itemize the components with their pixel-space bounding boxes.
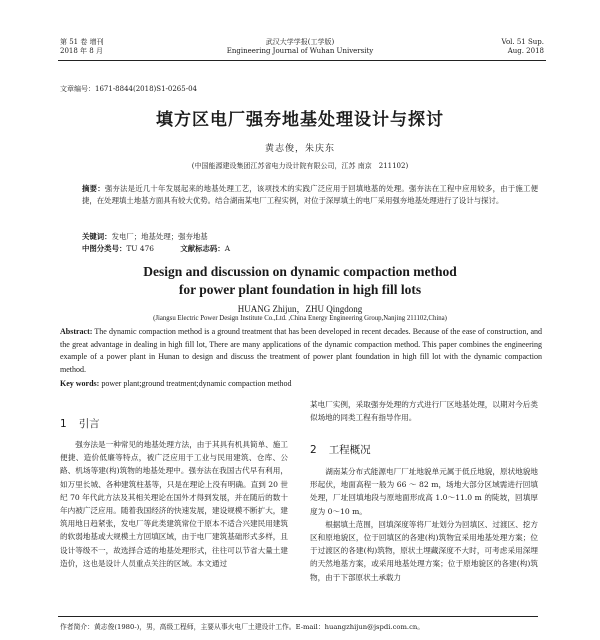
doc-code-value: A bbox=[224, 244, 231, 253]
column-right-body bbox=[310, 465, 538, 584]
column-left bbox=[60, 438, 288, 570]
column-right-top bbox=[310, 398, 538, 424]
intro-paragraph-continued: 某电厂实例，采取强夯处理的方式进行厂区地基处理，以期对今后类似场地的同类工程有指导作用。 bbox=[310, 400, 538, 423]
title-english-line2: for power plant foundation in high fill lots bbox=[178, 282, 422, 297]
keywords-en-label: Key words: bbox=[60, 379, 100, 388]
article-number: 文章编号：1671-8844(2018)S1-0265-04 bbox=[60, 85, 197, 93]
abstract-text: 强夯法是近几十年发展起来的地基处理工艺，该项技术的实践广泛应用于回填地基的处理。强夯法在工程中应用较多，由于施工便捷，在处理填土地基方面具有较大优势。结合湖南某电厂工程实例，对位于深厚填土的电厂采用强夯地基处理进行了设计与探讨。 bbox=[82, 184, 538, 205]
abstract-chinese bbox=[82, 183, 538, 207]
abstract-en-text: The dynamic compaction method is a ground treatment that has been developed in recent decades. Because of the ease of construction, and the great advantage in dealing in high fill lot, There are many applications of the dynamic compaction method. This paper combines the engineering example of a power plant in Hunan to design and discuss the treatment of power plant foundation in high fill lot with the dynamic compaction method. bbox=[60, 327, 543, 374]
title-english bbox=[0, 263, 600, 299]
header-journal-name: 武汉大学学报(工学版) Engineering Journal of Wuhan University bbox=[226, 38, 374, 55]
overview-paragraph-1: 湖南某分布式能源电厂厂址地貌单元属于低丘地貌，原状地貌地形起伏，地面高程一般为 66 ～ 82 m，场地大部分区域需进行回填处理，厂址回填地段与原地面形成高 1.0～11.0 m 的陡坡，回填厚度为 0～10 m。 bbox=[310, 467, 538, 516]
abstract-label: 摘要： bbox=[82, 184, 105, 193]
footnote-divider bbox=[58, 616, 538, 617]
title-chinese: 填方区电厂强夯地基处理设计与探讨 bbox=[156, 110, 444, 130]
title-english-line1: Design and discussion on dynamic compaction method bbox=[143, 264, 457, 279]
clc-label: 中图分类号： bbox=[82, 244, 127, 253]
section-title: 引言 bbox=[78, 418, 100, 430]
section-heading-overview bbox=[310, 442, 371, 457]
doc-code-label: 文献标志码： bbox=[180, 244, 225, 253]
header-volume-en: Vol. 51 Sup. Aug. 2018 bbox=[501, 38, 544, 55]
section-title: 工程概况 bbox=[328, 444, 371, 456]
author-footnote: 作者简介：黄志俊(1980-)，男，高级工程师，主要从事火电厂土建设计工作。E-mail：huangzhijun@jspdi.com.cn。 bbox=[60, 623, 425, 631]
overview-paragraph-2: 根据填土范围，回填深度等将厂址划分为回填区、过渡区、挖方区和原地貌区，位于回填区的各建(构)筑物宜采用地基处理方案；位于过渡区的各建(构)筑物，原状土埋藏深度不大时，可考虑采用深埋的天然地基方案，或采用地基处理方案；位于原地貌区的各建(构)筑物，由于下部原状土承载力 bbox=[310, 519, 538, 582]
classification-line bbox=[82, 243, 230, 254]
affiliation-chinese: (中国能源建设集团江苏省电力设计院有限公司，江苏 南京 211102) bbox=[191, 162, 409, 170]
keywords-en-text: power plant;ground treatment;dynamic compaction method bbox=[101, 379, 292, 388]
abstract-en-label: Abstract: bbox=[60, 327, 93, 336]
header-volume: 第 51 卷 增刊 2018 年 8 月 bbox=[60, 38, 104, 55]
clc-value: TU 476 bbox=[126, 244, 154, 253]
section-heading-introduction bbox=[60, 416, 100, 431]
abstract-english bbox=[60, 326, 542, 376]
authors-chinese: 黄志俊，朱庆东 bbox=[264, 144, 335, 154]
affiliation-english: (Jiangsu Electric Power Design Institute Co.,Ltd. ,China Energy Engineering Group,Nanjing 211102,China) bbox=[153, 315, 447, 322]
authors-english: HUANG Zhijun，ZHU Qingdong bbox=[237, 304, 363, 314]
keywords-chinese bbox=[82, 231, 208, 242]
keywords-label: 关键词： bbox=[82, 232, 112, 241]
keywords-text: 发电厂；地基处理；强夯地基 bbox=[111, 232, 208, 241]
keywords-english bbox=[60, 379, 292, 388]
section-number: 1 bbox=[60, 418, 67, 430]
intro-paragraph: 强夯法是一种常见的地基处理方法，由于其具有机具简单、施工便捷、造价低廉等特点，被广泛应用于工业与民用建筑、仓库、公路、机场等建(构)筑物的地基处理中。强夯法在我国古代早有利用，如万里长城、各种建筑柱基等，只是在理论上没有明确。直到 20 世纪 70 年代此方法及其相关理论在国外才得到发展，并在随后的数十年内被广泛应用。随着我国经济的快速发展，建设规模不断扩大，建筑用地日趋紧张，发电厂等此类建筑常位于原本不适合兴建民用建筑的软弱地基或大规模土方回填区域，由于电厂建筑基础形式多样，且设计等级不一，故选择合适的地基处理形式，往往可以节省大量土建造价，这也是设计人员重点关注的区域。本文通过 bbox=[60, 440, 288, 568]
section-number: 2 bbox=[310, 444, 317, 456]
header-divider bbox=[58, 60, 546, 61]
